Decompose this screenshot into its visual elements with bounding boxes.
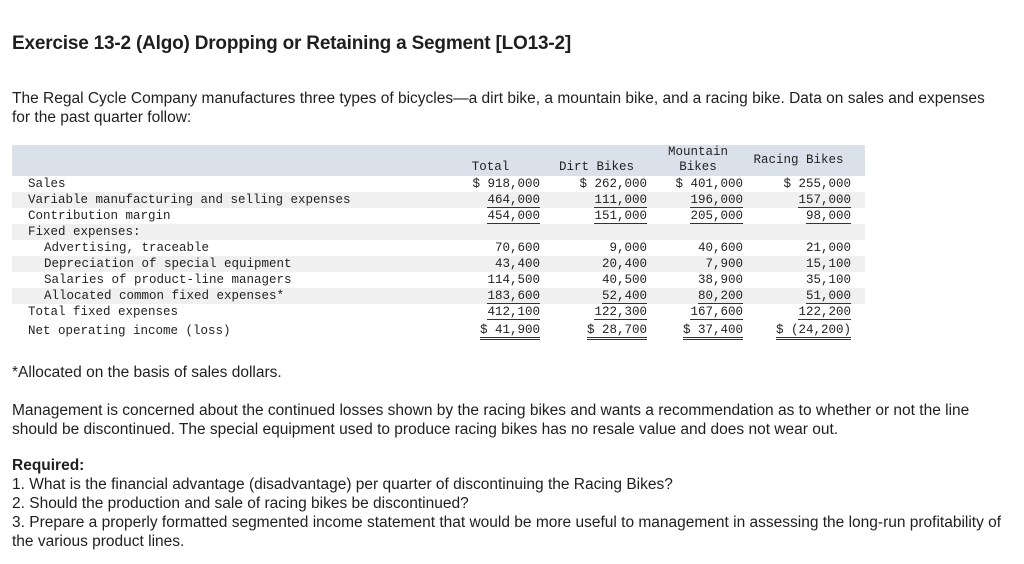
cell-dirt: 52,400 (543, 288, 650, 304)
table-row-advertising (12, 240, 865, 256)
table-row-allocated-common (12, 288, 865, 304)
table-row-salaries (12, 272, 865, 288)
cell-racing: 35,100 (805, 273, 851, 287)
header-label-cell (12, 145, 438, 176)
header-dirt-bikes: Dirt Bikes (543, 145, 650, 176)
table-row-total-fixed (12, 304, 865, 320)
table-row-contribution-margin (12, 208, 865, 224)
cell-dirt: 40,500 (601, 273, 647, 287)
cell-mountain: $ 37,400 (650, 320, 746, 342)
footnote: *Allocated on the basis of sales dollars. (12, 364, 282, 381)
row-label: Fixed expenses: (12, 224, 438, 240)
cell-total: 183,600 (438, 288, 543, 304)
row-label: Salaries of product-line managers (44, 273, 292, 287)
table-header-row (12, 145, 865, 176)
cell-dirt: 122,300 (594, 305, 647, 319)
cell-mountain: $ 401,000 (675, 177, 743, 191)
cell-racing: 21,000 (805, 241, 851, 255)
cell-total: 114,500 (487, 273, 540, 287)
header-mountain-bikes (650, 145, 746, 176)
cell-racing (746, 224, 865, 240)
cell-racing: 157,000 (746, 192, 865, 208)
cell-mountain: 167,600 (690, 305, 743, 319)
required-heading: Required: (12, 457, 85, 474)
table-row-net-operating-income (12, 320, 865, 342)
row-label: Allocated common fixed expenses* (12, 288, 438, 304)
row-label: Variable manufacturing and selling expenses (12, 192, 438, 208)
row-label: Advertising, traceable (44, 241, 210, 255)
header-mountain-line2: Bikes (679, 160, 717, 174)
cell-total (438, 224, 543, 240)
header-racing-bikes: Racing Bikes (746, 145, 865, 176)
cell-mountain: 38,900 (697, 273, 743, 287)
cell-dirt: 20,400 (543, 256, 650, 272)
row-label: Total fixed expenses (28, 305, 179, 319)
table-row-variable-expenses (12, 192, 865, 208)
cell-mountain: 196,000 (650, 192, 746, 208)
row-label: Net operating income (loss) (28, 324, 231, 338)
cell-racing: 122,200 (798, 305, 851, 319)
cell-dirt: 151,000 (594, 209, 647, 223)
table-row-sales (12, 176, 865, 192)
row-label: Depreciation of special equipment (12, 256, 438, 272)
management-paragraph: Management is concerned about the continued losses shown by the racing bikes and wants a recommendation as to whether or not the line should be discontinued. The special equipment used to produce racing bikes has no resale value and does not wear out. (12, 402, 970, 438)
intro-text: The Regal Cycle Company manufactures three types of bicycles—a dirt bike, a mountain bike, and a racing bike. Data on sales and expenses for the past quarter follow: (12, 90, 985, 126)
table-row-fixed-expenses-heading (12, 224, 865, 240)
cell-racing: $ 255,000 (783, 177, 851, 191)
cell-total: 464,000 (438, 192, 543, 208)
header-total: Total (438, 145, 543, 176)
cell-total: 454,000 (487, 209, 540, 223)
table-row-depreciation (12, 256, 865, 272)
cell-racing: 51,000 (746, 288, 865, 304)
question-2: 2. Should the production and sale of racing bikes be discontinued? (12, 495, 469, 512)
cell-total: 43,400 (438, 256, 543, 272)
cell-mountain: 80,200 (650, 288, 746, 304)
cell-dirt: $ 262,000 (579, 177, 647, 191)
cell-mountain (650, 224, 746, 240)
cell-total: 412,100 (487, 305, 540, 319)
question-3: 3. Prepare a properly formatted segmented income statement that would be more useful to management in assessing the long-run profitability of the various product lines. (12, 514, 1002, 550)
header-mountain-line1: Mountain (667, 145, 728, 159)
row-label: Sales (28, 177, 66, 191)
cell-total: 70,600 (494, 241, 540, 255)
cell-mountain: 40,600 (697, 241, 743, 255)
cell-mountain: 7,900 (650, 256, 746, 272)
cell-mountain: 205,000 (690, 209, 743, 223)
segment-income-table (12, 145, 865, 342)
cell-dirt: $ 28,700 (543, 320, 650, 342)
cell-dirt: 111,000 (543, 192, 650, 208)
cell-racing: 98,000 (805, 209, 851, 223)
cell-dirt (543, 224, 650, 240)
cell-racing: $ (24,200) (746, 320, 865, 342)
cell-total: $ 918,000 (472, 177, 540, 191)
row-label: Contribution margin (28, 209, 171, 223)
cell-racing: 15,100 (746, 256, 865, 272)
cell-dirt: 9,000 (609, 241, 647, 255)
required-section (12, 456, 1002, 551)
question-1: 1. What is the financial advantage (disadvantage) per quarter of discontinuing the Racing Bikes? (12, 476, 673, 493)
exercise-title: Exercise 13-2 (Algo) Dropping or Retaining a Segment [LO13-2] (12, 33, 571, 54)
cell-total: $ 41,900 (438, 320, 543, 342)
